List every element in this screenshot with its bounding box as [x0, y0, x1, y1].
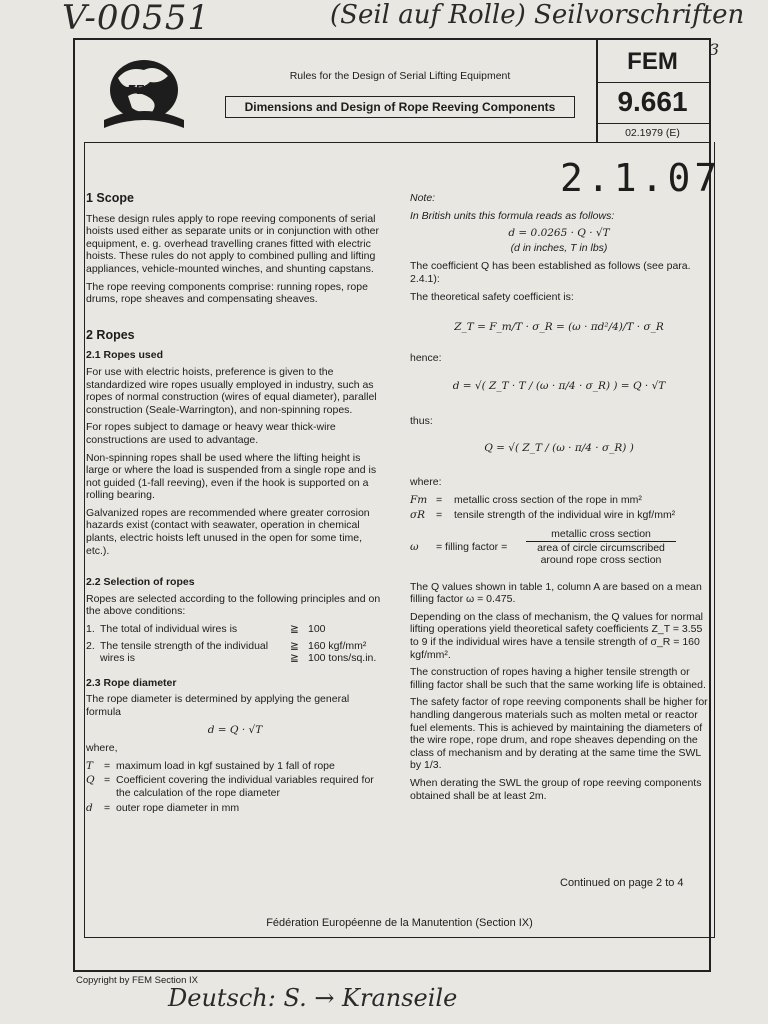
zt-formula: Z_T = F_m/T · σ_R = (ω · πd²/4)/T · σ_R [454, 321, 664, 334]
thus-label: thus: [410, 414, 433, 427]
ropes-heading: 2 Ropes [86, 327, 135, 342]
logo-text: FEM [128, 82, 156, 97]
ropes-used-heading: 2.1 Ropes used [86, 349, 164, 362]
ropes-used-paragraph-4: Galvanized ropes are recommended where greater corrosion hazards exist (contact with seawater, operation in chemical plants, electric hoists left unused in the open for some time, etc.). [86, 506, 370, 557]
federation-footer: Fédération Européenne de la Manutention (Section IX) [266, 917, 533, 929]
handwritten-page-number: 3 [709, 40, 720, 59]
scope-heading: 1 Scope [86, 191, 134, 205]
filling-factor-definition: ω = filling factor = metallic cross section area of circle circumscribed around rope cross section [410, 528, 708, 567]
coefficient-paragraph: The coefficient Q has been established as follows (see para. 2.4.1): [410, 260, 691, 285]
definition-Q: Q = Coefficient covering the individual variables required for the calculation of the rope diameter [86, 774, 374, 799]
fem-divider-2 [596, 123, 709, 124]
right-paragraph-4: The safety factor of rope reeving components shall be higher for handling dangerous materials such as molten metal or reactor fuel elements. This is achieved by maintaining the diameters of the wire rope, rope drum, and rope sheaves depending on the class of mechanism and by derating at the same time the SWL by 1/3. [410, 696, 708, 772]
rope-diameter-paragraph: The rope diameter is determined by applying the general formula [86, 693, 350, 718]
safety-paragraph: The theoretical safety coefficient is: [410, 290, 574, 303]
where-label: where, [86, 742, 118, 755]
left-column [86, 192, 384, 816]
handwritten-document-id: V-00551 [62, 0, 211, 38]
q-formula: Q = √( Z_T / (ω · π/4 · σ_R) ) [484, 441, 634, 454]
fem-label: FEM [627, 48, 678, 75]
rope-diameter-formula: d = Q · √T [207, 723, 263, 736]
british-formula: d = 0.0265 · Q · √T [508, 227, 610, 240]
scope-paragraph-1: These design rules apply to rope reeving components of serial hoists used either as separate units or in conjunction with other equipment, e. g. overhead travelling cranes fitted with electric hoists. These rules do not apply to combined pulling and lifting appliances, vehicle-mounted winches, and shunting capstans. [86, 212, 380, 275]
right-paragraph-1: The Q values shown in table 1, column A are based on a mean filling factor ω = 0.475. [410, 580, 702, 606]
continued-note: Continued on page 2 to 4 [560, 877, 684, 889]
selection-item-2: 2. The tensile strength of the individual wires is ≧ ≧ 160 kgf/mm² 100 tons/sq.in. [86, 639, 377, 665]
definition-Fm: Fm = metallic cross section of the rope in mm² [410, 493, 642, 506]
fem-date: 02.1979 (E) [625, 127, 680, 139]
header-separator [84, 142, 596, 143]
right-paragraph-5: When derating the SWL the group of rope reeving components obtained shall be at least 2m. [410, 777, 702, 802]
header-document-title: Dimensions and Design of Rope Reeving Components [225, 96, 575, 118]
fem-bottom-rule [596, 142, 709, 143]
definition-d: d = outer rope diameter in mm [86, 801, 240, 814]
d-formula: d = √( Z_T · T / (ω · π/4 · σ_R) ) = Q · √T [452, 380, 666, 393]
selection-item-1: 1. The total of individual wires is ≧ 100 [86, 623, 326, 636]
copyright-line: Copyright by FEM Section IX [76, 975, 198, 986]
right-paragraph-2: Depending on the class of mechanism, the Q values for normal lifting operations yield theoretical safety coefficients Z_T = 3.55 to 9 if the individual wires have a tensile strength of σ_R = 160 kgf/mm². [410, 610, 703, 661]
fem-logo [98, 50, 190, 138]
handwritten-title: (Seil auf Rolle) Seilvorschriften [330, 0, 745, 30]
scope-paragraph-2: The rope reeving components comprise: running ropes, rope drums, rope sheaves and compensating sheaves. [86, 280, 368, 306]
header-series-title: Rules for the Design of Serial Lifting Equipment [289, 70, 511, 82]
fem-divider [596, 82, 709, 83]
selection-paragraph: Ropes are selected according to the following principles and on the above conditions: [86, 592, 381, 618]
ropes-used-paragraph-3: Non-spinning ropes shall be used where the lifting height is large or where the load is suspended from a single rope and is not guided (1-fall reeving), even if the hook is supported on a rolling bearing. [86, 451, 377, 502]
right-column [410, 192, 708, 807]
selection-heading: 2.2 Selection of ropes [86, 576, 195, 589]
rope-diameter-heading: 2.3 Rope diameter [86, 676, 177, 689]
definition-sigmaR: σR = tensile strength of the individual wire in kgf/mm² [410, 509, 676, 522]
ropes-used-paragraph-2: For ropes subject to damage or heavy wear thick-wire constructions are used to advantage. [86, 421, 336, 446]
note-paragraph: In British units this formula reads as follows: [410, 209, 615, 222]
handwritten-bottom-note: Deutsch: S. → Kranseile [168, 984, 458, 1012]
right-paragraph-3: The construction of ropes having a higher tensile strength or filling factor shall be such that the same working life is obtained. [410, 666, 706, 691]
hence-label: hence: [410, 351, 442, 364]
british-units: (d in inches, T in lbs) [510, 241, 608, 254]
where-label-right: where: [410, 476, 442, 489]
ropes-used-paragraph-1: For use with electric hoists, preference is given to the standardized wire ropes usually employed in industry, such as ropes of normal construction (wires of equal diameter), parallel construction (Seale-Warrington), and non-spinning ropes. [86, 365, 377, 416]
section-number: 2.1.07 [560, 156, 722, 200]
fem-number: 9.661 [617, 86, 688, 117]
definition-T: T = maximum load in kgf sustained by 1 fall of rope [86, 759, 335, 772]
note-label: Note: [410, 192, 436, 204]
